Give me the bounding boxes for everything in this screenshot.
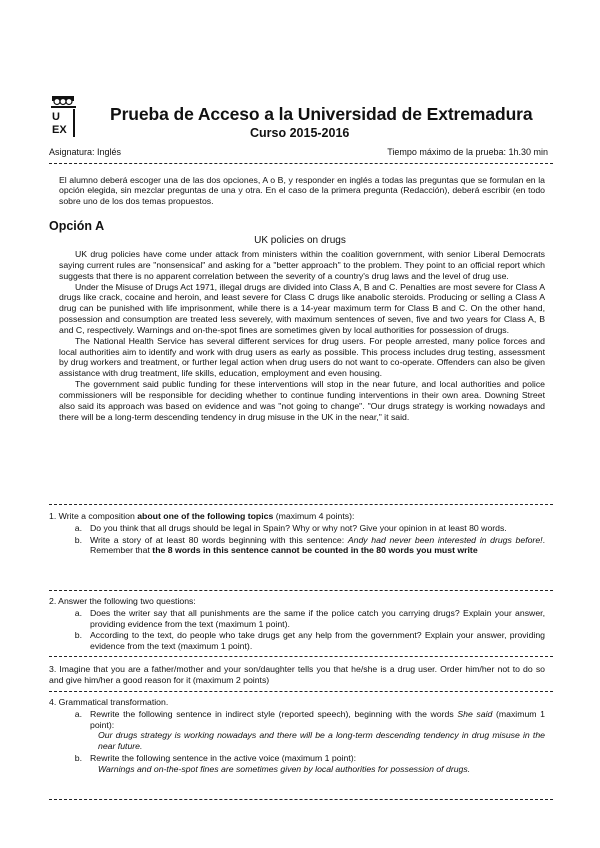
- article-body: [59, 249, 545, 423]
- option-heading: Opción A: [49, 219, 105, 233]
- question-1: [49, 511, 545, 556]
- question-4b: b. Rewrite the following sentence in the active voice (maximum 1 point):: [74, 752, 357, 763]
- question-1-lead: 1. Write a composition about one of the following topics (maximum 4 points):: [49, 511, 355, 521]
- divider-q1: [49, 590, 553, 591]
- divider-mid: [49, 504, 553, 505]
- question-4b-sentence: Warnings and on-the-spot fines are sometimes given by local authorities for possession of drugs.: [98, 763, 471, 774]
- question-1b: b. Write a story of at least 80 words beginning with this sentence: Andy had never been interested in drugs before!. Remember that the 8 words in this sentence cannot be counted in the 80 words you must write: [74, 534, 545, 556]
- article-paragraph: Under the Misuse of Drugs Act 1971, illegal drugs are divided into Class A, B and C. Penalties are most severe for Class A drugs like crack, cocaine and heroin, and least severe for Class C drugs like anabolic steroids. Producing or selling a Class A drug can be punished with life imprisonment, while there is a 14-year maximum term for Class B and C. On the other hand, possession and consumption are treated less severely, with maximum sentences of seven, five and two years for Class A, B and C, respectively. Warnings and on-the-spot fines are sometimes given by local authorities for possession of drugs.: [59, 281, 545, 335]
- question-2b: b. According to the text, do people who take drugs get any help from the government? Explain your answer, providing evidence from the text (maximum 1 point).: [74, 630, 545, 652]
- exam-title: Prueba de Acceso a la Universidad de Extremadura: [110, 104, 533, 124]
- question-2: 2. Answer the following two questions: a. Does the writer say that all punishments are the same if the police catch you carrying drugs? Explain your answer, providing evidence from the text (maximum 1 point). b. According to the text, do people who take drugs get any help from the government? Explain your answer, providing evidence from the text (maximum 1 point).: [49, 596, 545, 652]
- article-paragraph: UK drug policies have come under attack from ministers within the coalition government, with senior Liberal Democrats saying current rules are "nonsensical" and asking for a "better approach" to the problem. They point to an official report which suggests that there is no apparent correlation between the severity of a country's drug laws and the level of drug use.: [59, 249, 545, 281]
- time-limit: Tiempo máximo de la prueba: 1h.30 min: [387, 147, 548, 157]
- course-year: Curso 2015-2016: [250, 126, 350, 140]
- subject-label: Asignatura: Inglés: [49, 147, 122, 157]
- divider-q3: [49, 691, 553, 692]
- uex-logo: [49, 95, 79, 143]
- instructions: El alumno deberá escoger una de las dos opciones, A o B, y responder en inglés a todas las preguntas que se formulan en la opción elegida, sin mezclar preguntas de una y otra. En el caso de la primera pregunta (Redacción), deberá escribir (en todo sobre uno de los dos temas propuestos.: [59, 175, 545, 206]
- question-3: 3. Imagine that you are a father/mother and your son/daughter tells you that he/she is a drug user. Order him/her not to do so and give him/her a good reason for it (maximum 2 points): [49, 664, 545, 685]
- article-paragraph: The National Health Service has several different services for drug users. For people arrested, many police forces and local authorities aim to identify and work with drug users as early as possible. This process includes drug testing, assessment by drug workers and treatment, or further legal action when drug users do not want to co-operate. Offenders can also be given assistance with drug treatment, life skills, education, employment and even housing.: [59, 335, 545, 379]
- question-2a: a. Does the writer say that all punishments are the same if the police catch you carrying drugs? Explain your answer, providing evidence from the text (maximum 1 point).: [74, 607, 545, 629]
- divider-top: [49, 163, 553, 164]
- article-paragraph: The government said public funding for these interventions will stop in the near future, and local authorities and police commissioners will be responsible for deciding whether to continue funding interventions in their own area. Downing Street also said its approach was based on evidence and was "not going to change". "Our drugs strategy is working nowadays and there will be a long-term descending tendency in drug misuse in the UK in the near," it said.: [59, 379, 545, 422]
- question-4a-sentence: Our drugs strategy is working nowadays and there will be a long-term descending tendency in drug misuse in the near future.: [98, 730, 545, 752]
- question-1a: a. Do you think that all drugs should be legal in Spain? Why or why not? Give your opinion in at least 80 words.: [74, 522, 507, 533]
- article-title: UK policies on drugs: [254, 235, 346, 246]
- question-4a: a. Rewrite the following sentence in indirect style (reported speech), beginning with the words She said (maximum 1 point):: [74, 708, 546, 730]
- svg-text:U: U: [52, 111, 60, 123]
- divider-q2: [49, 656, 553, 657]
- divider-bottom: [49, 799, 553, 800]
- svg-text:EX: EX: [52, 124, 67, 136]
- question-4: 4. Grammatical transformation. a. Rewrite the following sentence in indirect style (reported speech), beginning with the words She said (maximum 1 point): Our drugs strategy is working nowadays and there will be a long-term descending tendency in drug misuse in the near future. b. Rewrite the following sentence in the active voice (maximum 1 point): Warnings and on-the-spot fines are sometimes given by local authorities for possession of drugs.: [49, 697, 546, 774]
